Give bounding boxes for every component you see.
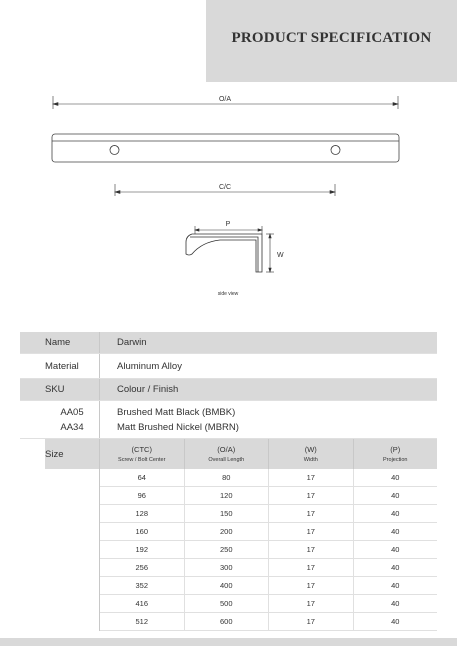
name-label: Name [20, 332, 100, 353]
table-row [100, 595, 437, 613]
column-header-ctc [100, 439, 185, 469]
column-desc: Overall Length [208, 457, 245, 463]
table-cell: 40 [391, 473, 400, 482]
size-table [20, 439, 437, 631]
sku-codes [20, 401, 100, 438]
table-cell: 512 [100, 613, 185, 630]
table-cell: 17 [269, 559, 354, 576]
column-header-width [269, 439, 354, 469]
table-cell: 300 [185, 559, 270, 576]
column-desc: Width [303, 457, 318, 463]
sku-row [20, 379, 437, 401]
table-cell: 128 [100, 505, 185, 522]
table-cell: 17 [269, 523, 354, 540]
table-cell: 40 [391, 545, 400, 554]
name-value: Darwin [117, 337, 147, 348]
table-cell: 96 [100, 487, 185, 504]
table-cell: 120 [185, 487, 270, 504]
table-cell: 600 [185, 613, 270, 630]
column-code: (W) [304, 445, 317, 454]
column-code: (O/A) [217, 445, 236, 454]
table-cell: 500 [185, 595, 270, 612]
column-desc: Projection [383, 457, 408, 463]
table-cell: 40 [391, 581, 400, 590]
width-dimension [266, 234, 274, 272]
sku-label: SKU [20, 379, 100, 400]
table-cell: 256 [100, 559, 185, 576]
table-cell: 160 [100, 523, 185, 540]
finish-item: Brushed Matt Black (BMBK) [117, 406, 236, 418]
table-cell: 352 [100, 577, 185, 594]
table-row [100, 613, 437, 631]
table-cell: 150 [185, 505, 270, 522]
handle-side-profile [186, 234, 262, 272]
ctc-label: C/C [218, 184, 232, 191]
table-row [100, 559, 437, 577]
overall-label: O/A [218, 96, 232, 103]
name-row [20, 332, 437, 354]
technical-drawing [0, 82, 457, 302]
sku-code: AA05 [60, 406, 84, 418]
table-row [100, 469, 437, 487]
table-cell: 17 [269, 613, 354, 630]
finish-item: Matt Brushed Nickel (MBRN) [117, 421, 239, 433]
material-label: Material [20, 354, 100, 378]
table-row [100, 487, 437, 505]
table-cell: 17 [269, 487, 354, 504]
width-label: W [277, 252, 284, 259]
table-cell: 40 [391, 509, 400, 518]
column-code: (CTC) [131, 445, 152, 454]
table-cell: 200 [185, 523, 270, 540]
table-cell: 40 [391, 617, 400, 626]
table-cell: 17 [269, 577, 354, 594]
table-cell: 192 [100, 541, 185, 558]
table-cell: 40 [391, 599, 400, 608]
table-cell: 80 [185, 469, 270, 486]
size-grid [100, 439, 437, 631]
side-view-label: side view [217, 291, 239, 297]
sku-codes-row [20, 401, 437, 439]
table-cell: 40 [391, 491, 400, 500]
spec-table [20, 332, 437, 631]
table-row [100, 541, 437, 559]
column-code: (P) [390, 445, 401, 454]
table-cell: 64 [100, 469, 185, 486]
column-header-oa [185, 439, 270, 469]
sku-code: AA34 [60, 421, 84, 433]
material-value: Aluminum Alloy [117, 360, 182, 372]
table-cell: 17 [269, 541, 354, 558]
column-desc: Screw / Bolt Center [118, 457, 166, 463]
table-cell: 40 [391, 527, 400, 536]
size-grid-header [100, 439, 437, 469]
table-cell: 416 [100, 595, 185, 612]
table-cell: 17 [269, 469, 354, 486]
size-label: Size [45, 439, 99, 469]
page-title: PRODUCT SPECIFICATION [231, 30, 432, 46]
footer-bar [0, 638, 457, 646]
table-cell: 17 [269, 505, 354, 522]
finish-list [100, 401, 437, 438]
table-cell: 250 [185, 541, 270, 558]
table-cell: 40 [391, 563, 400, 572]
table-row [100, 577, 437, 595]
column-header-projection [354, 439, 438, 469]
projection-label: P [225, 221, 231, 228]
finish-label: Colour / Finish [117, 384, 179, 395]
size-label-column [20, 439, 100, 631]
material-row [20, 354, 437, 379]
table-row [100, 505, 437, 523]
size-rows [100, 469, 437, 631]
handle-front-view [52, 134, 399, 162]
table-cell: 17 [269, 595, 354, 612]
table-cell: 400 [185, 577, 270, 594]
table-row [100, 523, 437, 541]
